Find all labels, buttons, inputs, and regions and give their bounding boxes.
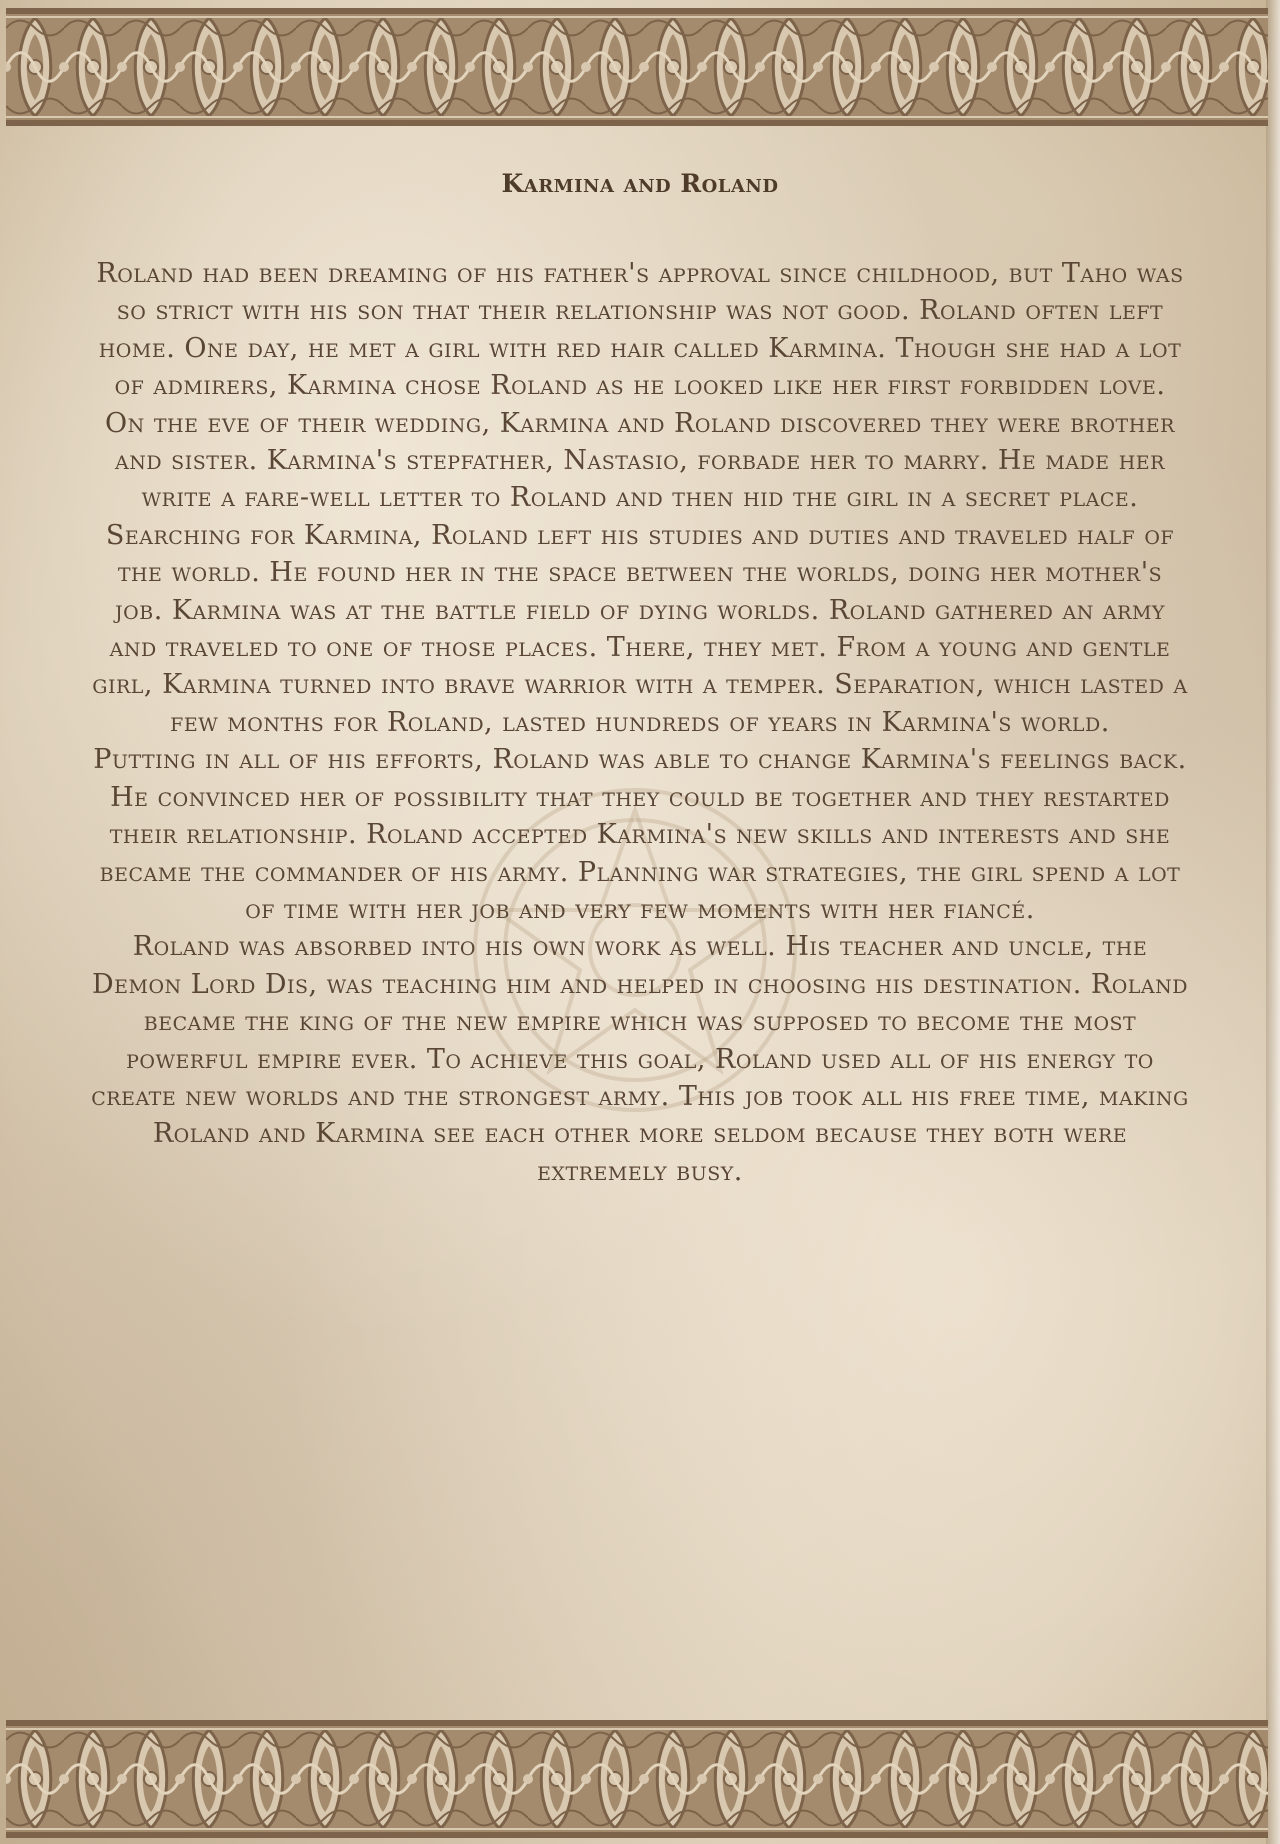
torn-right-edge: [1266, 0, 1280, 1844]
page-title: Karmina and Roland: [501, 169, 779, 198]
ornamental-arabesque-icon: [6, 8, 1268, 126]
ornamental-arabesque-icon: [6, 1720, 1268, 1838]
paragraph-5: Roland was absorbed into his own work as well. His teacher and uncle, the Demon Lord Dis, was teaching him and helped in choosing his destination. Roland became the king of the new empire which was supposed to become the most powerful empire ever. To achieve this goal, Roland used all of his energy to create new worlds and the strongest army. This job took all his free time, making Roland and Karmina see each other more seldom because they both were extremely busy.: [91, 931, 1189, 1187]
paragraph-3: Searching for Karmina, Roland left his studies and duties and traveled half of the world. He found her in the space between the worlds, doing her mother's job. Karmina was at the battle field of dying worlds. Roland gathered an army and traveled to one of those places. There, they met. From a young and gentle girl, Karmina turned into brave warrior with a temper. Separation, which lasted a few months for Roland, lasted hundreds of years in Karmina's world.: [92, 519, 1188, 738]
paragraph-1: Roland had been dreaming of his father's approval since childhood, but Taho was so strict with his son that their relationship was not good. Roland often left home. One day, he met a girl with red hair called Karmina. Though she had a lot of admirers, Karmina chose Roland as he looked like her first forbidden love.: [96, 258, 1184, 402]
body-text: [90, 255, 1190, 1190]
paragraph-4: Putting in all of his efforts, Roland was able to change Karmina's feelings back. He convinced her of possibility that they could be together and they restarted their relationship. Roland accepted Karmina's new skills and interests and she became the commander of his army. Planning war strategies, the girl spend a lot of time with her job and very few moments with her fiancé.: [93, 744, 1187, 925]
document-content: [90, 165, 1190, 1190]
bottom-ornamental-border: [6, 1720, 1268, 1838]
top-ornamental-border: [6, 8, 1268, 126]
paragraph-2: On the eve of their wedding, Karmina and Roland discovered they were brother and sister. Karmina's stepfather, Nastasio, forbade her to marry. He made her write a fare-well letter to Roland and then hid the girl in a secret place.: [105, 407, 1175, 514]
